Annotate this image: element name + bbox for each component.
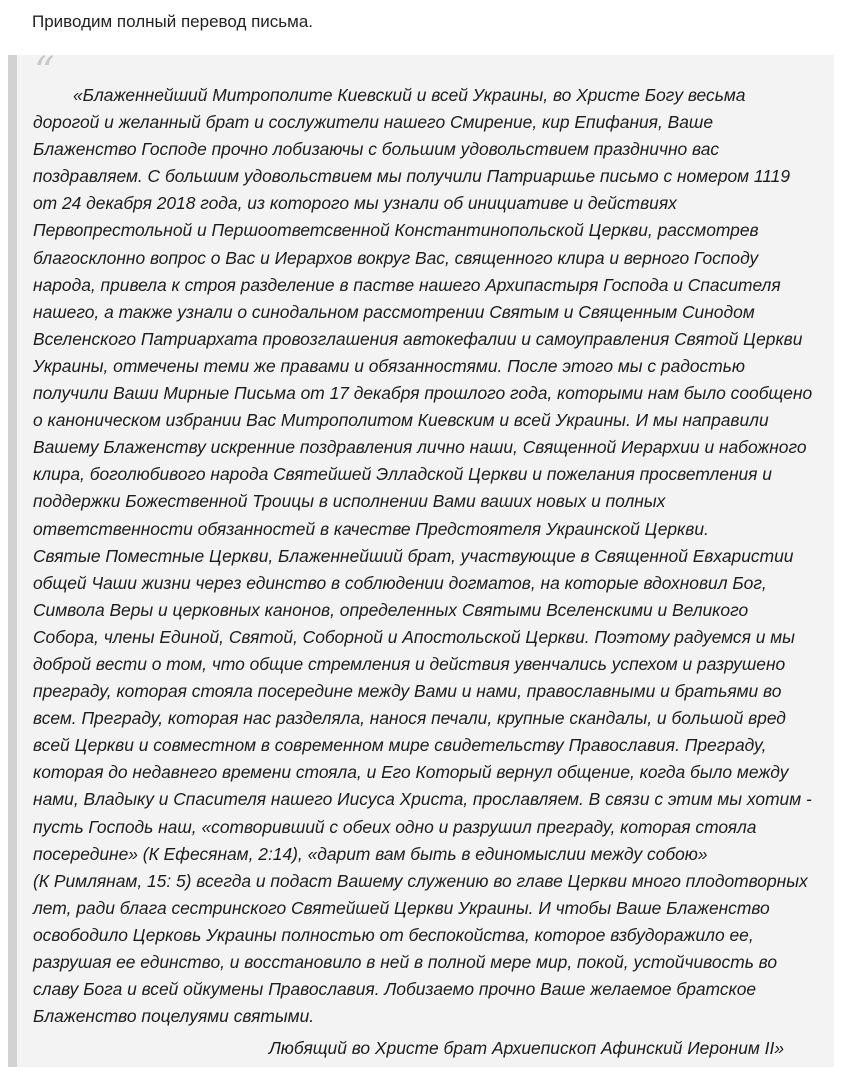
- letter-signature: Любящий во Христе брат Архиепископ Афинский Иероним II»: [268, 1038, 784, 1058]
- letter-paragraph-3: (К Римлянам, 15: 5) всегда и подаст Вашему служению во главе Церкви много плодотворных лет, ради блага сестринского Святейшей Церкви Украины. И чтобы Ваше Блаженство освободило Церковь Украины полностью от беспокойства, которое взбудоражило ее, разрушая ее единство, и восстановило в ней в полной мере мир, покой, устойчивость во славу Бога и всей ойкумены Православия. Лобизаемо прочно Ваше желаемое братское Блаженство поцелуями святыми.: [33, 870, 808, 1027]
- letter-body: [33, 82, 813, 1030]
- letter-paragraph-2: Святые Поместные Церкви, Блаженнейший брат, участвующие в Священной Евхаристии общей Чаши жизни через единство в соблюдении догматов, на которые вдохновил Бог, Символа Веры и церковных канонов, определенных Святыми Вселенскими и Великого Собора, члены Единой, Святой, Соборной и Апостольской Церкви. Поэтому радуемся и мы доброй вести о том, что общие стремления и действия увенчались успехом и разрушено преграду, которая стояла посередине между Вами и нами, православными и братьями во всем. Преграду, которая нас разделяла, нанося печали, крупные скандалы, и большой вред всей Церкви и совместном в современном мире свидетельству Православия. Преграду, которая до недавнего времени стояла, и Его Который вернул общение, когда было между нами, Владыку и Спасителя нашего Иисуса Христа, прославляем. В связи с этим мы хотим - пусть Господь наш, «сотворивший с обеих одно и разрушил преграду, которая стояла посередине» (К Ефесянам, 2:14), «дарит вам быть в единомыслии между собою»: [33, 545, 812, 864]
- letter-paragraph-1: «Блаженнейший Митрополите Киевский и всей Украины, во Христе Богу весьма дорогой и желанный брат и сослужители нашего Смирение, кир Епифания, Ваше Блаженство Господе прочно лобизаючы с большим удовольствием празднично вас поздравляем. С большим удовольствием мы получили Патриаршье письмо с номером 1119 от 24 декабря 2018 года, из которого мы узнали об инициативе и действиях Первопрестольной и Першоответсвенной Константинопольской Церкви, рассмотрев благосклонно вопрос о Вас и Иерархов вокруг Вас, священного клира и верного Господу народа, привела к строя разделение в пастве нашего Архипастыря Господа и Спасителя нашего, а также узнали о синодальном рассмотрении Святым и Священным Синодом Вселенского Патриархата провозглашения автокефалии и самоуправления Святой Церкви Украины, отмечены теми же правами и обязанностями. После этого мы с радостью получили Ваши Мирные Письма от 17 декабря прошлого года, которыми нам было сообщено о каноническом избрании Вас Митрополитом Киевским и всей Украины. И мы направили Вашему Блаженству искренние поздравления лично наши, Священной Иерархии и набожного клира, боголюбивого народа Святейшей Элладской Церкви и пожелания просветления и поддержки Божественной Троицы в исполнении Вами ваших новых и полных ответственности обязанностей в качестве Предстоятеля Украинской Церкви.: [33, 85, 813, 539]
- intro-text: Приводим полный перевод письма.: [32, 12, 314, 31]
- quote-mark-icon: “: [34, 49, 55, 95]
